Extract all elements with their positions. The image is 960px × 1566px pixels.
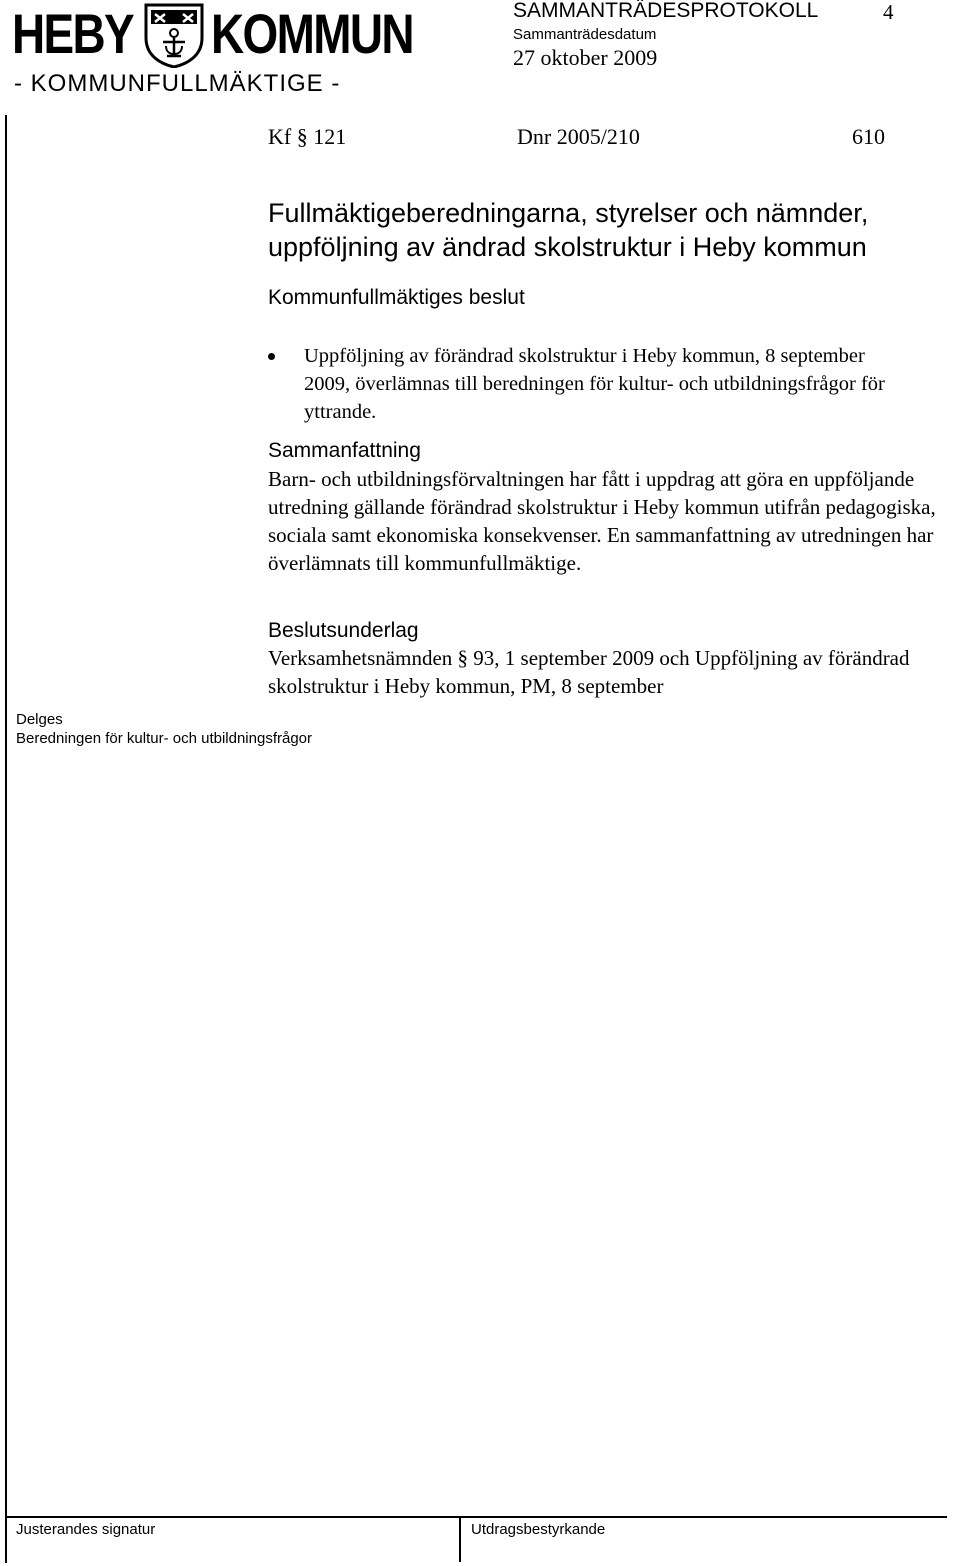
registration-number: Dnr 2005/210: [517, 124, 640, 149]
page-number: 4: [883, 0, 894, 24]
margin-divider: [5, 115, 7, 1563]
coat-of-arms-icon: [143, 2, 205, 68]
classification-code: 610: [852, 124, 885, 149]
document-type: SAMMANTRÄDESPROTOKOLL: [513, 0, 819, 22]
meeting-date-label: Sammanträdesdatum: [513, 26, 657, 43]
logo-text-heby: HEBY: [12, 2, 134, 65]
certification-label: Utdragsbestyrkande: [471, 1521, 606, 1538]
decision-item-text: Uppföljning av förändrad skolstruktur i Heby kommun, 8 september 2009, överlämnas till beredningen för kultur- och utbildningsfrågor för yttrande.: [304, 345, 885, 423]
basis-text: Verksamhetsnämnden § 93, 1 september 2009 och Uppföljning av förändrad skolstruktur i Heby kommun, PM, 8 september: [268, 646, 910, 698]
paragraph-number: Kf § 121: [268, 124, 347, 149]
footer-divider: [459, 1516, 461, 1562]
list-item: [268, 342, 908, 426]
summary-heading: Sammanfattning: [268, 439, 421, 462]
distribution-recipient: Beredningen för kultur- och utbildningsfrågor: [16, 730, 313, 747]
bullet-icon: [268, 353, 275, 360]
meeting-date: 27 oktober 2009: [513, 45, 658, 70]
footer-rule: [5, 1516, 947, 1518]
case-reference: [268, 124, 885, 149]
logo-text-kommun: KOMMUN: [211, 2, 413, 65]
case-title: Fullmäktigeberedningarna, styrelser och nämnder, uppföljning av ändrad skolstruktur i Heby kommun: [268, 198, 869, 262]
organization-subtitle: - KOMMUNFULLMÄKTIGE -: [14, 70, 341, 97]
decision-heading: Kommunfullmäktiges beslut: [268, 286, 525, 309]
basis-heading: Beslutsunderlag: [268, 619, 419, 642]
summary-text: Barn- och utbildningsförvaltningen har fått i uppdrag att göra en uppföljande utredning gällande förändrad skolstruktur i Heby kommun utifrån pedagogiska, sociala samt ekonomiska konsekvenser. En sammanfattning av utredningen har överlämnats till kommunfullmäktige.: [268, 467, 936, 575]
signature-label: Justerandes signatur: [16, 1521, 156, 1538]
decision-list: [268, 342, 908, 426]
distribution-label: Delges: [16, 711, 63, 728]
